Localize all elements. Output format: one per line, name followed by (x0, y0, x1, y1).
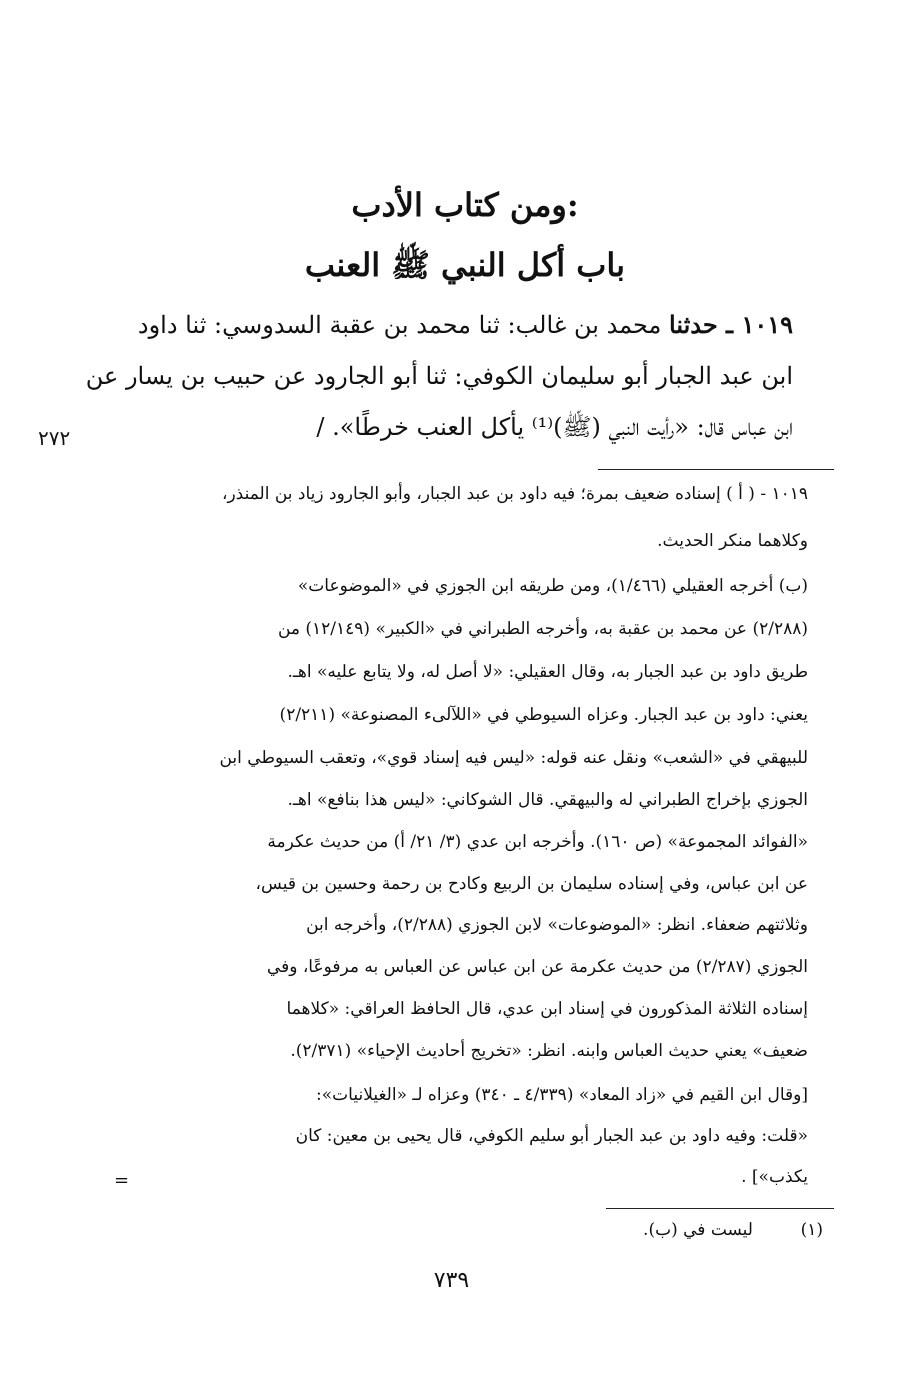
commentary-line: يكذب»] . (741, 1167, 808, 1187)
commentary-line: إسناده الثلاثة المذكورون في إسناد ابن عدي، قال الحافظ العراقي: «كلاهما (286, 999, 808, 1019)
page-number: ٧٣٩ (433, 1268, 470, 1293)
commentary-line: الجوزي بإخراج الطبراني له والبيهقي. قال الشوكاني: «ليس هذا بنافع» اهـ. (287, 790, 808, 810)
commentary-line: وثلاثتهم ضعفاء. انظر: «الموضوعات» لابن الجوزي (٢/٢٨٨)، وأخرجه ابن (306, 915, 808, 935)
commentary-line: «قلت: وفيه داود بن عبد الجبار أبو سليم الكوفي، قال يحيى بن معين: كان (295, 1126, 808, 1146)
commentary-line: ضعيف» يعني حديث العباس وابنه. انظر: «تخريج أحاديث الإحياء» (٢/٣٧١). (290, 1041, 808, 1061)
footnote-text: ليست في (ب). (643, 1220, 753, 1240)
hadith-line-2: ابن عبد الجبار أبو سليمان الكوفي: ثنا أبو الجارود عن حبيب بن يسار عن (85, 362, 793, 390)
hadith-line-1-text: محمد بن غالب: ثنا محمد بن عقبة السدوسي: ثنا داود (137, 311, 670, 339)
commentary-line: وكلاهما منكر الحديث. (657, 531, 808, 551)
footnote-separator-2 (606, 1208, 834, 1209)
commentary-line: عن ابن عباس، وفي إسناده سليمان بن الربيع وكادح بن رحمة وحسين بن قيس، (255, 874, 808, 894)
footnote-separator (598, 469, 834, 470)
section-heading: باب أكل النبي ﷺ العنب (304, 246, 626, 284)
commentary-line: ١٠١٩ - ( أ ) إسناده ضعيف بمرة؛ فيه داود بن عبد الجبار، وأبو الجارود زياد بن المنذر، (221, 484, 808, 504)
continuation-mark: = (114, 1170, 130, 1191)
hadith-number: ١٠١٩ ـ حدثنا (669, 310, 793, 339)
commentary-line: طريق داود بن عبد الجبار به، وقال العقيلي: «لا أصل له، ولا يتابع عليه» اهـ. (287, 662, 808, 682)
commentary-line: [وقال ابن القيم في «زاد المعاد» (٤/٣٣٩ ـ ٣٤٠) وعزاه لـ «الغيلانيات»: (316, 1085, 808, 1105)
commentary-line: يعني: داود بن عبد الجبار. وعزاه السيوطي في «اللآلىء المصنوعة» (٢/٢١١) (279, 705, 808, 725)
footnote-number: (١) (800, 1220, 823, 1240)
commentary-line: الجوزي (٢/٢٨٧) من حديث عكرمة عن ابن عباس عن العباس به مرفوعًا، وفي (266, 957, 808, 977)
hadith-line-3: ابن عباس قال: «رأيت النبي (ﷺ)⁽¹⁾ يأكل العنب خرطًا». / (316, 413, 793, 441)
hadith-line-1 (138, 310, 793, 339)
margin-page-reference: ٢٧٢ (38, 426, 71, 450)
commentary-line: «الفوائد المجموعة» (ص ١٦٠). وأخرجه ابن عدي (٣/ ٢١/ أ) من حديث عكرمة (267, 832, 808, 852)
commentary-line: (٢/٢٨٨) عن محمد بن عقبة به، وأخرجه الطبراني في «الكبير» (١٢/١٤٩) من (277, 619, 808, 639)
commentary-line: للبيهقي في «الشعب» ونقل عنه قوله: «ليس فيه إسناد قوي»، وتعقب السيوطي ابن (219, 748, 808, 768)
commentary-line: (ب) أخرجه العقيلي (١/٤٦٦)، ومن طريقه ابن الجوزي في «الموضوعات» (297, 576, 808, 596)
chapter-heading: ومن كتاب الأدب: (351, 186, 579, 224)
